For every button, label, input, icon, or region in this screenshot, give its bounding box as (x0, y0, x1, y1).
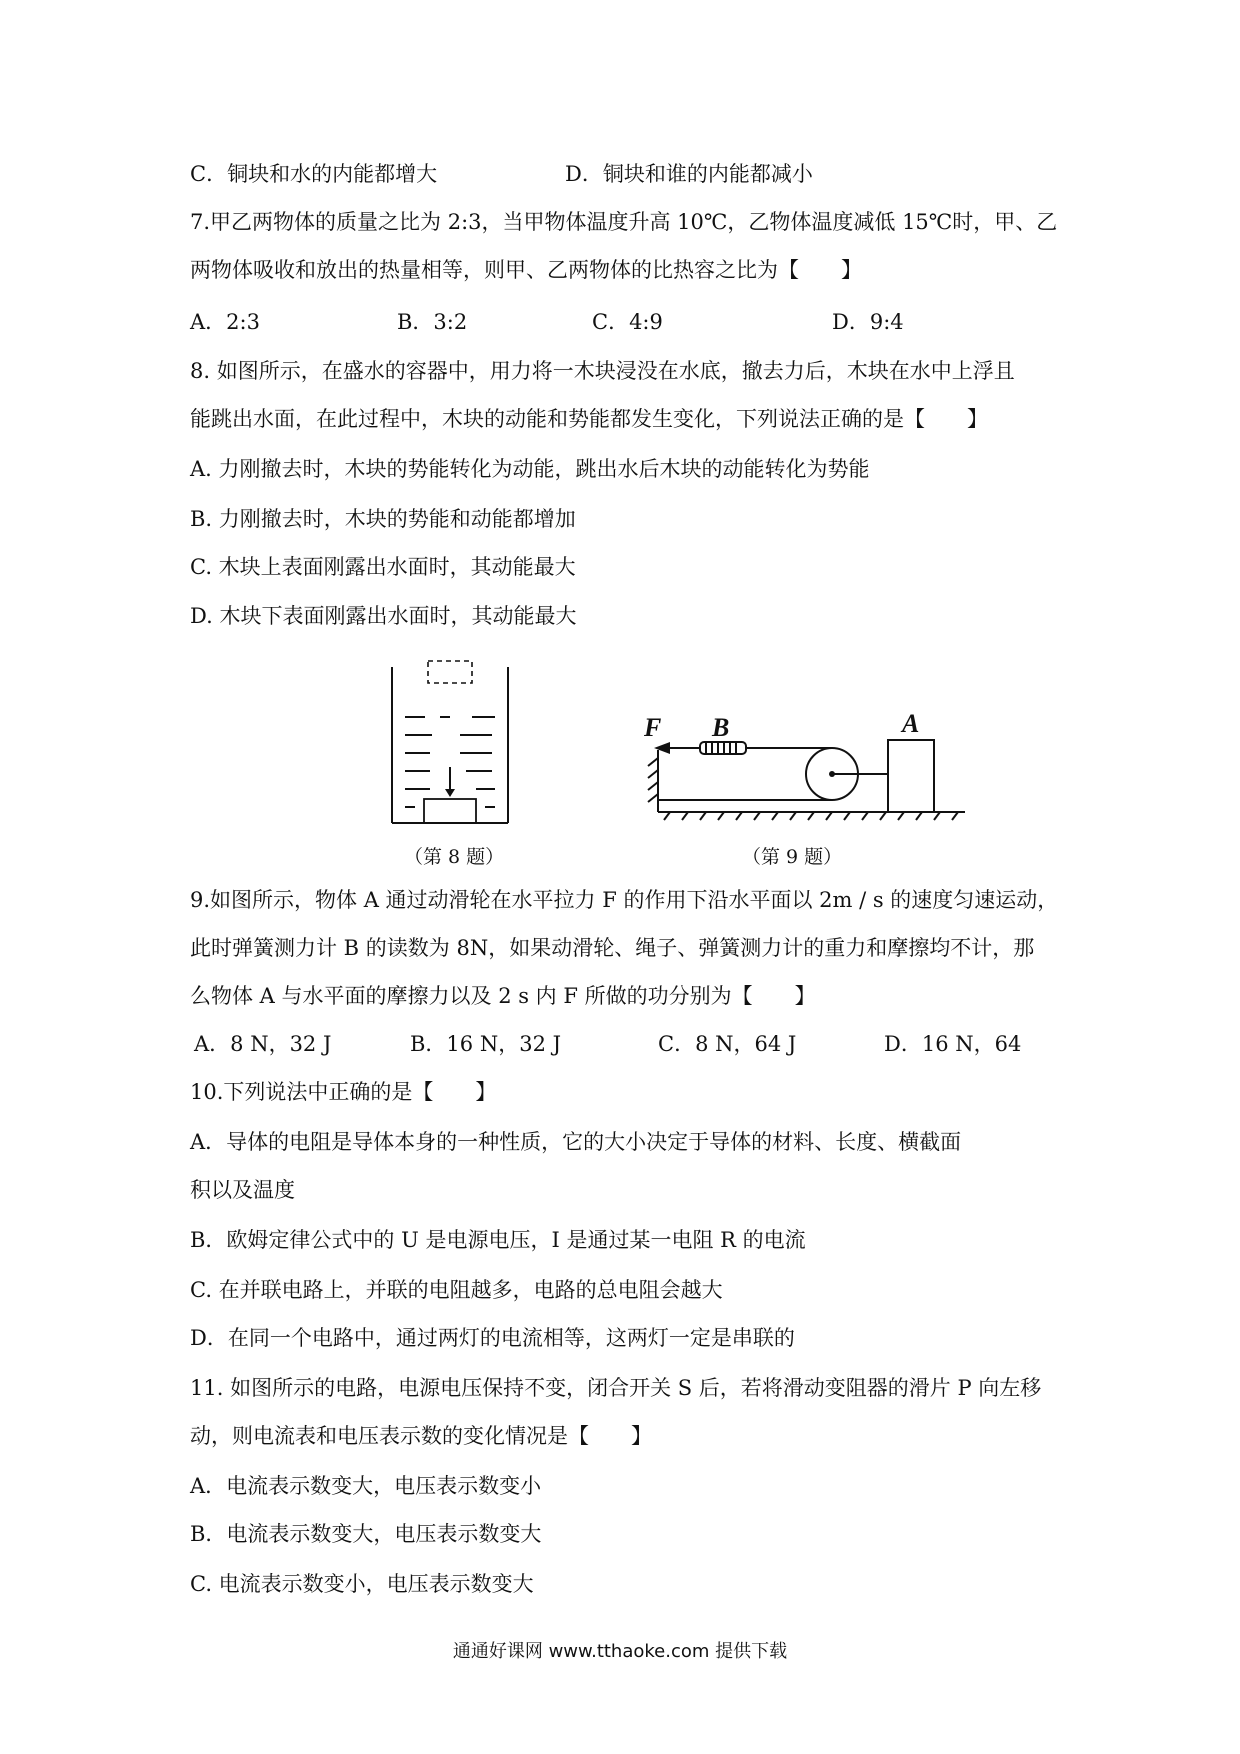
q11-stem-line2: 动，则电流表和电压表示数的变化情况是【 】 (190, 1424, 652, 1448)
q7-option-b: B．3:2 (397, 310, 468, 334)
q10-stem: 10.下列说法中正确的是【 】 (190, 1080, 497, 1104)
q8-option-a: A. 力刚撤去时，木块的势能转化为动能，跳出水后木块的动能转化为势能 (190, 457, 870, 481)
q9-stem-line3: 么物体 A 与水平面的摩擦力以及 2 s 内 F 所做的功分别为【 】 (190, 984, 816, 1008)
q9-option-a: A．8 N，32 J (194, 1032, 332, 1056)
q11-stem-line1: 11. 如图所示的电路，电源电压保持不变，闭合开关 S 后，若将滑动变阻器的滑片 P 向左移 (190, 1376, 1042, 1400)
q7-stem-line2: 两物体吸收和放出的热量相等，则甲、乙两物体的比热容之比为【 】 (190, 258, 862, 282)
figure-9-pulley-diagram (640, 700, 980, 830)
q7-stem-line1: 7.甲乙两物体的质量之比为 2:3，当甲物体温度升高 10℃，乙物体温度减低 15℃时，甲、乙 (190, 210, 1058, 234)
q6-option-d: D．铜块和谁的内能都减小 (565, 162, 813, 186)
q7-option-c: C．4:9 (592, 310, 663, 334)
q11-option-b: B．电流表示数变大，电压表示数变大 (190, 1522, 542, 1546)
q6-option-c: C．铜块和水的内能都增大 (190, 162, 438, 186)
q9-option-c: C．8 N，64 J (658, 1032, 797, 1056)
q10-option-c: C. 在并联电路上，并联的电阻越多，电路的总电阻会越大 (190, 1278, 723, 1302)
q8-option-b: B. 力刚撤去时，木块的势能和动能都增加 (190, 507, 576, 531)
q9-stem-line1: 9.如图所示，物体 A 通过动滑轮在水平拉力 F 的作用下沿水平面以 2m / s 的速度匀速运动， (190, 888, 1059, 912)
q8-stem-line2: 能跳出水面，在此过程中，木块的动能和势能都发生变化，下列说法正确的是【 】 (190, 407, 988, 431)
figure-9-caption: （第 9 题） (742, 846, 843, 868)
q11-option-a: A．电流表示数变大，电压表示数变小 (190, 1474, 542, 1498)
q7-option-d: D．9:4 (832, 310, 904, 334)
q9-stem-line2: 此时弹簧测力计 B 的读数为 8N，如果动滑轮、绳子、弹簧测力计的重力和摩擦均不计，那 (190, 936, 1035, 960)
q9-option-d: D．16 N，64 (884, 1032, 1022, 1056)
page-footer: 通通好课网 www.tthaoke.com 提供下载 (452, 1641, 788, 1662)
q11-option-c: C. 电流表示数变小，电压表示数变大 (190, 1572, 534, 1596)
q10-option-a-line1: A．导体的电阻是导体本身的一种性质，它的大小决定于导体的材料、长度、横截面 (190, 1130, 962, 1154)
q10-option-d: D．在同一个电路中，通过两灯的电流相等，这两灯一定是串联的 (190, 1326, 795, 1350)
q9-option-b: B．16 N，32 J (410, 1032, 562, 1056)
q10-option-b: B．欧姆定律公式中的 U 是电源电压，I 是通过某一电阻 R 的电流 (190, 1228, 806, 1252)
q8-option-c: C. 木块上表面刚露出水面时，其动能最大 (190, 555, 576, 579)
q10-option-a-line2: 积以及温度 (190, 1178, 295, 1202)
q8-stem-line1: 8. 如图所示，在盛水的容器中，用力将一木块浸没在水底，撤去力后，木块在水中上浮且 (190, 359, 1015, 383)
q7-option-a: A．2:3 (190, 310, 260, 334)
figure-8-caption: （第 8 题） (404, 846, 505, 868)
figure-9-label-a: A (902, 709, 920, 738)
figure-9-label-b: B (712, 713, 730, 742)
figure-9-label-f: F (644, 713, 662, 742)
q8-option-d: D. 木块下表面刚露出水面时，其动能最大 (190, 604, 577, 628)
figure-8-container-diagram (380, 655, 520, 835)
